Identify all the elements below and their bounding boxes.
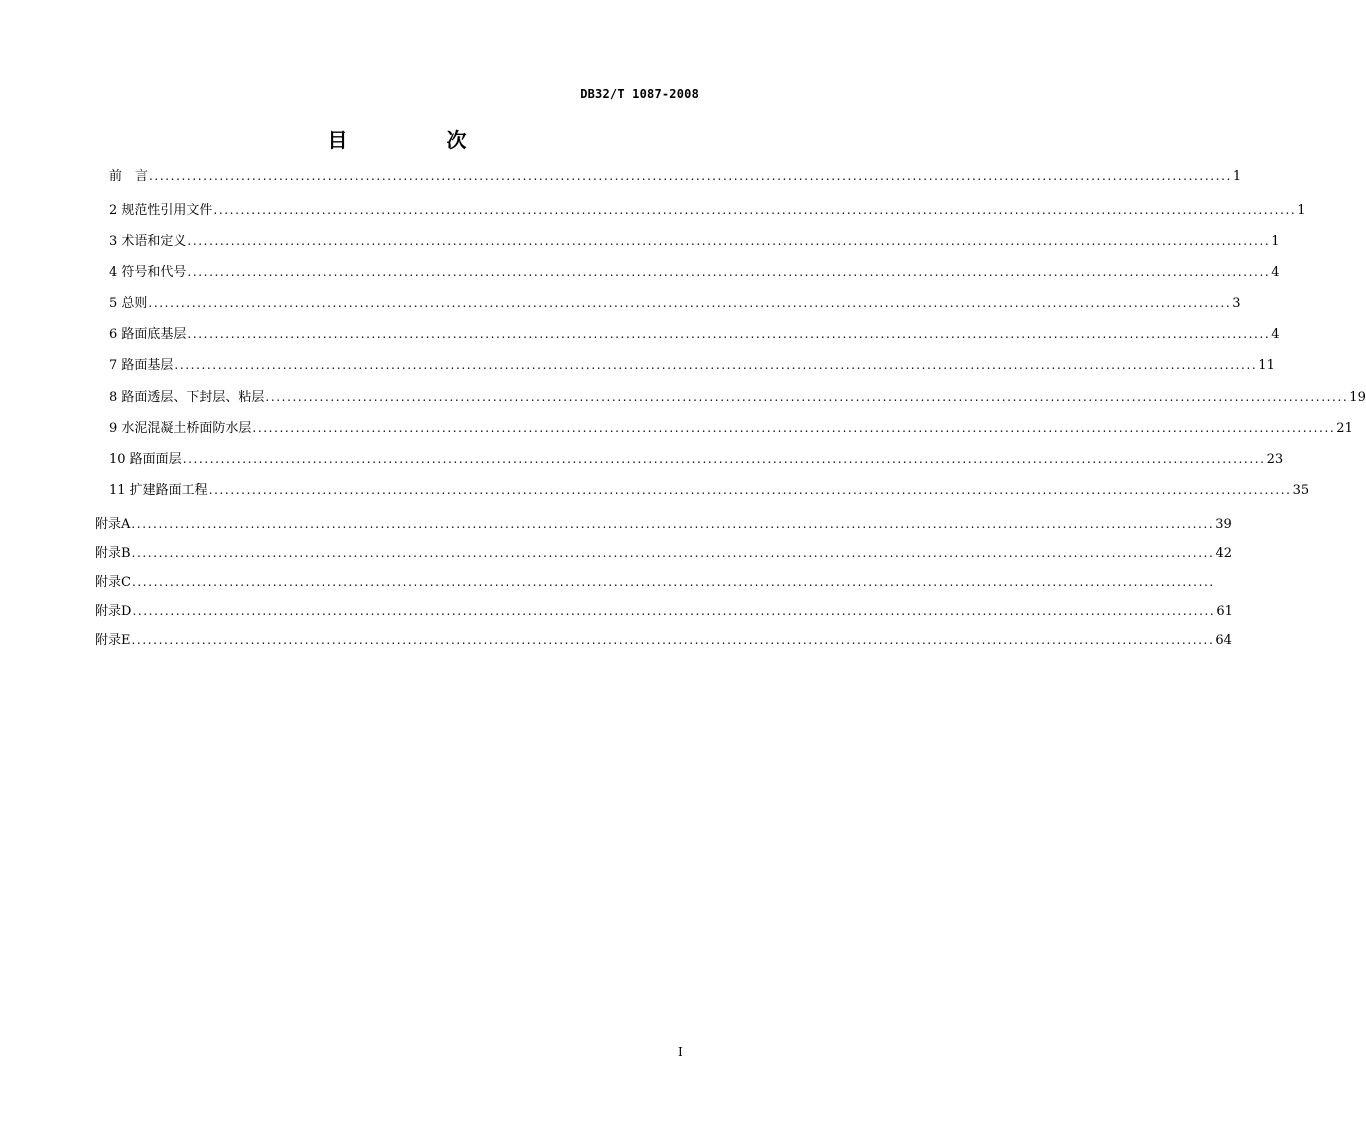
- toc-entry-bridge-waterproofing[interactable]: [109, 420, 1353, 437]
- toc-leader-dots: ........................................................................................................................................................................................................: [131, 546, 1215, 560]
- toc-entry-base[interactable]: [109, 357, 1275, 374]
- toc-title: 目 次: [327, 128, 513, 152]
- toc-leader-dots: ........................................................................................................................................................................................................: [187, 234, 1271, 248]
- toc-entry-symbols-codes[interactable]: [109, 264, 1280, 281]
- toc-leader-dots: ........................................................................................................................................................................................................: [174, 358, 1258, 372]
- toc-entry-page: 4: [1271, 265, 1280, 280]
- toc-entry-label: 11 扩建路面工程: [109, 483, 208, 498]
- toc-leader-dots: ........................................................................................................................................................................................................: [208, 483, 1292, 497]
- toc-entry-page: 42: [1215, 546, 1232, 561]
- toc-entry-appendix-c[interactable]: [95, 574, 1215, 591]
- toc-entry-page: 3: [1232, 296, 1241, 311]
- toc-leader-dots: ........................................................................................................................................................................................................: [182, 452, 1266, 466]
- toc-entry-subbase[interactable]: [109, 326, 1280, 343]
- toc-entry-terms-definitions[interactable]: [109, 233, 1280, 250]
- toc-entry-label: 9 水泥混凝土桥面防水层: [109, 421, 252, 436]
- toc-entry-appendix-b[interactable]: [95, 545, 1232, 562]
- toc-entry-surface-course[interactable]: [109, 451, 1284, 468]
- toc-leader-dots: ........................................................................................................................................................................................................: [187, 265, 1271, 279]
- toc-entry-page: 11: [1258, 358, 1275, 373]
- toc-entry-page: 1: [1271, 234, 1280, 249]
- toc-entry-prime-seal-tack[interactable]: [109, 389, 1366, 406]
- toc-entry-page: 4: [1271, 327, 1280, 342]
- toc-entry-general[interactable]: [109, 295, 1241, 312]
- toc-entry-label: 附录B: [95, 546, 131, 561]
- toc-entry-page: 19: [1349, 390, 1366, 405]
- toc-entry-appendix-d[interactable]: [95, 603, 1233, 620]
- toc-entry-label: 7 路面基层: [109, 358, 174, 373]
- toc-entry-page: 61: [1216, 604, 1233, 619]
- toc-entry-appendix-a[interactable]: [95, 516, 1232, 533]
- toc-entry-page: 23: [1266, 452, 1284, 467]
- toc-leader-dots: ........................................................................................................................................................................................................: [213, 203, 1297, 217]
- toc-entry-appendix-e[interactable]: [95, 632, 1232, 649]
- toc-leader-dots: ........................................................................................................................................................................................................: [148, 296, 1232, 310]
- toc-entry-label: 4 符号和代号: [109, 265, 187, 280]
- toc-entry-page: 35: [1292, 483, 1310, 498]
- toc-leader-dots: ........................................................................................................................................................................................................: [131, 517, 1215, 531]
- toc-leader-dots: ........................................................................................................................................................................................................: [265, 390, 1349, 404]
- toc-entry-page: 1: [1297, 203, 1306, 218]
- toc-leader-dots: ........................................................................................................................................................................................................: [187, 327, 1271, 341]
- toc-entry-label: 附录A: [95, 517, 131, 532]
- toc-entry-normative-references[interactable]: [109, 202, 1306, 219]
- toc-leader-dots: ........................................................................................................................................................................................................: [131, 575, 1215, 589]
- toc-entry-foreword[interactable]: [109, 168, 1242, 185]
- toc-entry-page: 21: [1336, 421, 1353, 436]
- toc-entry-page: 64: [1215, 633, 1232, 648]
- toc-entry-label: 3 术语和定义: [109, 234, 187, 249]
- toc-leader-dots: ........................................................................................................................................................................................................: [132, 604, 1216, 618]
- toc-entry-label: 前 言: [109, 169, 149, 184]
- toc-entry-label: 6 路面底基层: [109, 327, 187, 342]
- toc-entry-label: 2 规范性引用文件: [109, 203, 213, 218]
- toc-entry-label: 5 总则: [109, 296, 148, 311]
- toc-leader-dots: ........................................................................................................................................................................................................: [149, 169, 1232, 183]
- toc-entry-page: 39: [1215, 517, 1232, 532]
- toc-entry-label: 附录E: [95, 633, 131, 648]
- toc-leader-dots: ........................................................................................................................................................................................................: [131, 633, 1215, 647]
- toc-entry-label: 10 路面面层: [109, 452, 182, 467]
- toc-entry-label: 附录D: [95, 604, 132, 619]
- toc-entry-label: 附录C: [95, 575, 131, 590]
- doc-code: DB32/T 1087-2008: [580, 87, 699, 101]
- toc-entry-label: 8 路面透层、下封层、粘层: [109, 390, 265, 405]
- toc-entry-page: 1: [1232, 169, 1242, 184]
- toc-entry-widening[interactable]: [109, 482, 1310, 499]
- page-number: I: [678, 1045, 683, 1059]
- toc-leader-dots: ........................................................................................................................................................................................................: [252, 421, 1336, 435]
